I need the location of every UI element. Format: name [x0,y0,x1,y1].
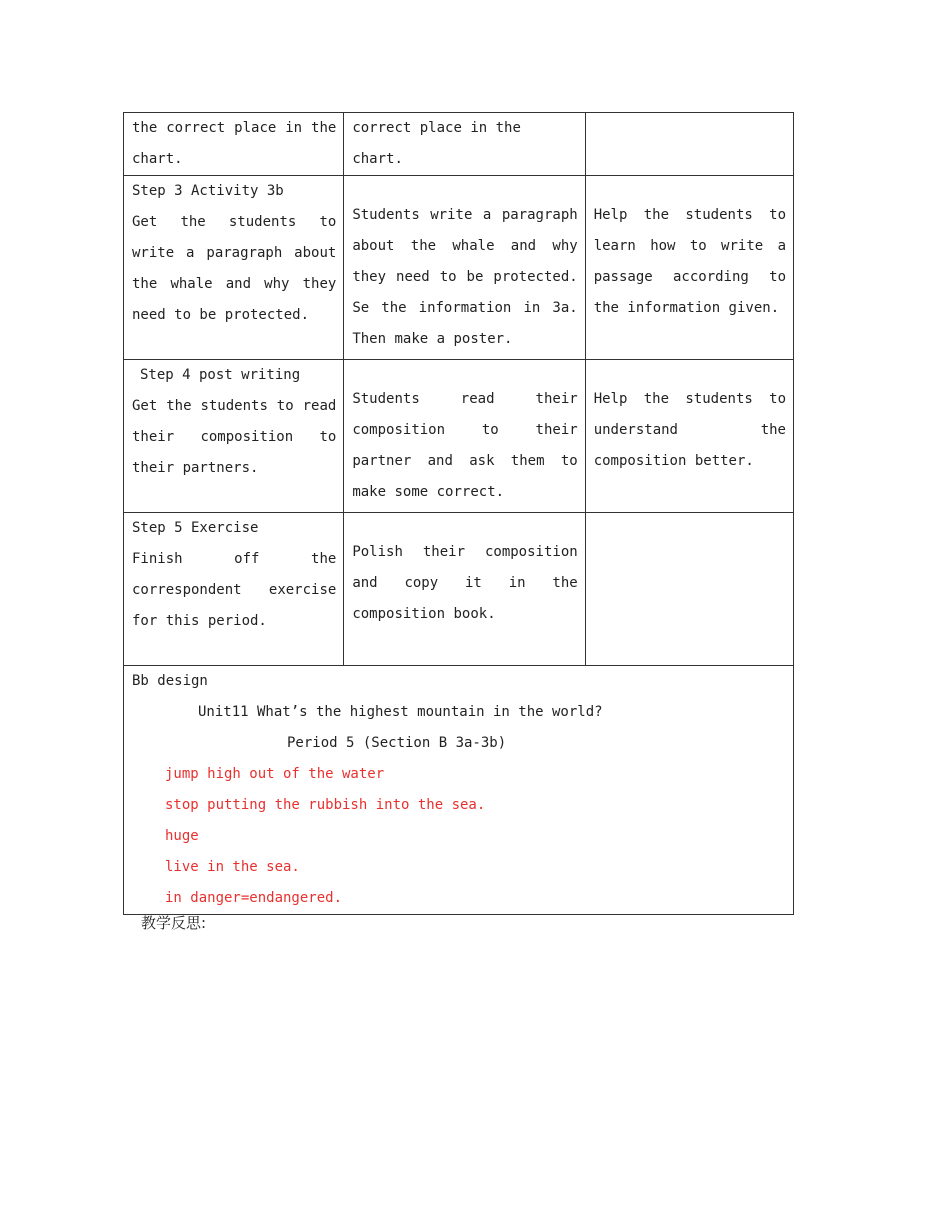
teacher-activity-text: Finish off the correspondent exercise for this period. [132,551,337,629]
teaching-reflection-label: 教学反思: [141,914,207,932]
bb-design-heading: Bb design [132,673,208,689]
teacher-activity-cell [124,176,344,360]
table-row [124,513,794,666]
teacher-activity-text: Get the students to write a paragraph about the whale and why they need to be protected. [132,214,337,323]
student-activity-cell [344,513,585,666]
purpose-text: Help the students to learn how to write a passage according to the information given. [593,207,786,316]
step-title: Step 4 post writing [140,367,301,383]
purpose-cell [585,113,793,176]
teacher-activity-cell [124,513,344,666]
lesson-plan-table [123,112,794,915]
step-title: Step 5 Exercise [132,520,259,536]
step-title: Step 3 Activity 3b [132,183,284,199]
table-row [124,113,794,176]
student-activity-cell [344,176,585,360]
teacher-activity-cell [124,360,344,513]
bb-design-period: Period 5 (Section B 3a-3b) [287,735,507,751]
purpose-cell [585,360,793,513]
student-activity-text: Students read their composition to their partner and ask them to make some correct. [352,391,578,500]
bb-design-cell [124,666,794,915]
table-row [124,176,794,360]
purpose-text: Help the students to understand the composition better. [593,391,786,469]
bb-design-item: jump high out of the water [165,766,385,782]
bb-design-item: in danger=endangered. [165,890,343,906]
teacher-activity-text: the correct place in the chart. [132,120,337,167]
bb-design-title: Unit11 What’s the highest mountain in the world? [198,704,603,720]
purpose-cell [585,176,793,360]
bb-design-item: live in the sea. [165,859,300,875]
student-activity-text: Students write a paragraph about the whale and why they need to be protected. Se the information in 3a. Then make a poster. [352,207,578,347]
table-row [124,360,794,513]
bb-design-item: stop putting the rubbish into the sea. [165,797,486,813]
bb-design-row [124,666,794,915]
student-activity-cell [344,360,585,513]
student-activity-cell [344,113,585,176]
student-activity-text: Polish their composition and copy it in the composition book. [352,544,578,622]
teacher-activity-text: Get the students to read their composition to their partners. [132,398,337,476]
bb-design-item: huge [165,828,199,844]
purpose-cell [585,513,793,666]
student-activity-text: correct place in the chart. [352,120,521,167]
teacher-activity-cell [124,113,344,176]
